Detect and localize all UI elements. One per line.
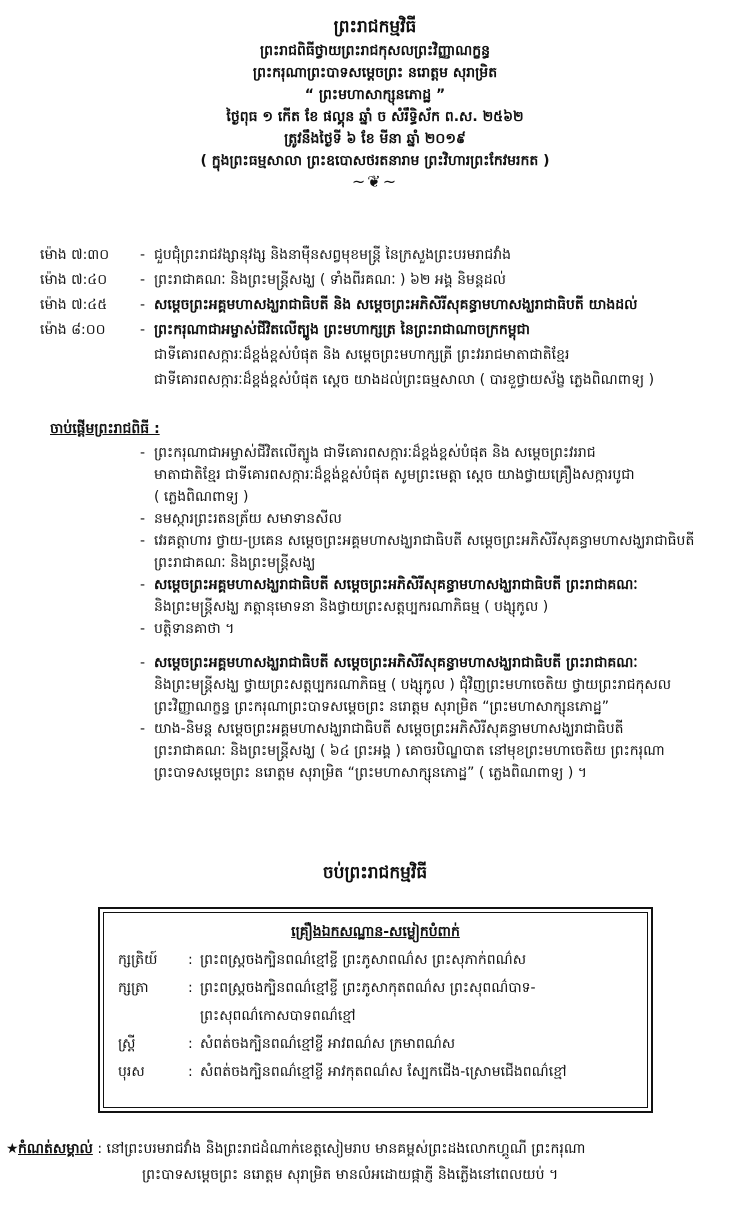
ceremony-line: ព្រះរាជពិធីថ្វាយព្រះរាជកុសលព្រះវិញ្ញាណក្ខន្ធ	[260, 43, 490, 59]
note-text: : នៅព្រះបរមរាជវាំង និងព្រះរាជដំណាក់ខេត្តសៀមរាប មានគម្ពស់ព្រះដងលោកហ្គូណី ព្រះករុណា	[97, 1141, 586, 1157]
dress-code-row: ស្ត្រី : សំពត់ចងក្បិនពណ៌ខ្មៅខ្ចី អាវពណ៌ស ក្រមាពណ៌ស	[118, 1033, 641, 1055]
note-label: កំណត់សម្គាល់	[18, 1141, 93, 1157]
dress-value: សំពត់ចងក្បិនពណ៌ខ្មៅខ្ចី អាវកុតពណ៌ស ស្បែកជើង-ស្រោមជើងពណ៌ខ្មៅ	[200, 1064, 567, 1080]
dress-code-box	[98, 907, 653, 1113]
program-item: - បត្តិទានគាថា ។	[140, 618, 730, 640]
schedule-time: ម៉ោង ៨:០០	[40, 322, 106, 338]
schedule-continuation: ជាទីគោរពសក្ការៈដ៏ខ្ពង់ខ្ពស់បំផុត ស្ដេច យាងដល់ព្រះធម្មសាលា ( បារខួថ្វាយស័ង្ខ ភ្លេងពិណពាទ្យ )	[154, 372, 655, 388]
dress-value: ព្រះសុពណ៌កោសបាទពណ៌ខ្មៅ	[200, 1008, 356, 1024]
schedule-row: ម៉ោង ៨:០០ - ព្រះករុណាជាអម្ចាស់ជីវិតលើត្បូង ព្រះមហាក្សត្រ នៃព្រះរាជាណាចក្រកម្ពុជា	[40, 319, 730, 341]
king-name-line: ព្រះករុណាព្រះបាទសម្ដេចព្រះ នរោត្ដម សុរាម្រិត	[252, 65, 498, 81]
dress-code-title: គ្រឿងឯកសណ្ឋាន-សម្លៀកបំពាក់	[291, 924, 460, 940]
schedule-time: ម៉ោង ៧:៣០	[40, 247, 110, 263]
program-line: ព្រះរាជាគណៈ និងព្រះមន្ត្រីសង្ឃ	[154, 555, 316, 571]
schedule-desc: ជួបជុំព្រះរាជវង្សានុវង្ស និងនាម៉ឺនសព្វមុខមន្ត្រី នៃក្រសួងព្រះបរមរាជវាំង	[154, 247, 512, 263]
program-item: - សម្ដេចព្រះអគ្គមហាសង្ឃរាជាធិបតី សម្ដេចព្រះអភិសិរីសុគន្ធាមហាសង្ឃរាជាធិបតី ព្រះរាជាគណៈ និងព្រះមន្ត្រីសង្ឃ ថ្វាយព្រះសត្តប្បករណាភិធម្ម ( បង្សុកូល ) ជុំវិញព្រះមហាចេតិយ ថ្វាយព្រះរាជកុសល ព្រះវិញ្ញាណក្ខន្ធ ព្រះករុណាព្រះបាទសម្ដេចព្រះ នរោត្ដម សុរាម្រិត “ព្រះមហាសាក្សុនភេាដ្ឋ”	[140, 652, 730, 718]
schedule-desc: ព្រះករុណាជាអម្ចាស់ជីវិតលើត្បូង ព្រះមហាក្សត្រ នៃព្រះរាជាណាចក្រកម្ពុជា	[154, 322, 530, 338]
program-line: យាង-និមន្ត សម្ដេចព្រះអគ្គមហាសង្ឃរាជាធិបតី សម្ដេចព្រះអភិសិរីសុគន្ធាមហាសង្ឃរាជាធិបតី	[154, 721, 624, 737]
program-title: ព្រះរាជកម្មវិធី	[333, 17, 417, 37]
solar-date-line: ត្រូវនឹងថ្ងៃទី ៦ ខែ មីនា ឆ្នាំ ២០១៩	[284, 131, 466, 147]
dress-code-row: ក្សត្រិយ៍ : ព្រះពស្ត្រចងក្បិនពណ៌ខ្មៅខ្ចី ព្រះភូសាពណ៌ស ព្រះសុភាក់ពណ៌ស	[118, 949, 641, 971]
schedule-row: ម៉ោង ៧:៣០ - ជួបជុំព្រះរាជវង្សានុវង្ស និងនាម៉ឺនសព្វមុខមន្ត្រី នៃក្រសួងព្រះបរមរាជវាំង	[40, 244, 730, 266]
dress-value: សំពត់ចងក្បិនពណ៌ខ្មៅខ្ចី អាវពណ៌ស ក្រមាពណ៌ស	[200, 1036, 456, 1052]
posthumous-name-line: “ ព្រះមហាសាក្សុនភេាដ្ឋ ”	[304, 87, 446, 103]
star-icon: ★	[6, 1141, 19, 1157]
section-heading: ចាប់ផ្ដើមព្រះរាជពិធី :	[50, 421, 160, 437]
schedule-row: ម៉ោង ៧:៤០ - ព្រះរាជាគណៈ និងព្រះមន្ត្រីសង្ឃ ( ទាំងពីរគណៈ ) ៦២ អង្គ និមន្តដល់	[40, 269, 730, 291]
program-item: - នមស្ការព្រះរតនត្រ័យ សមាទានសីល	[140, 508, 730, 530]
dress-label: ក្សត្រិយ៍	[118, 952, 158, 968]
dress-label: ក្សត្រា	[118, 980, 149, 996]
dress-value: ព្រះពស្ត្រចងក្បិនពណ៌ខ្មៅខ្ចី ព្រះភូសាពណ៌ស ព្រះសុភាក់ពណ៌ស	[200, 952, 527, 968]
dress-code-row	[118, 1005, 641, 1027]
program-line: និងព្រះមន្ត្រីសង្ឃ ភត្តានុមោទនា និងថ្វាយព្រះសត្តប្បករណាភិធម្ម ( បង្សុកូល )	[154, 599, 549, 615]
dress-label	[118, 1005, 188, 1027]
program-list	[140, 442, 730, 784]
dress-code-row: បុរស : សំពត់ចងក្បិនពណ៌ខ្មៅខ្ចី អាវកុតពណ៌ស ស្បែកជើង-ស្រោមជើងពណ៌ខ្មៅ	[118, 1061, 641, 1083]
dress-code-row: ក្សត្រា : ព្រះពស្ត្រចងក្បិនពណ៌ខ្មៅខ្ចី ព្រះភូសាកុតពណ៌ស ព្រះសុពណ៌បាទ-	[118, 977, 641, 999]
program-line: បត្តិទានគាថា ។	[154, 621, 235, 637]
lunar-date-line: ថ្ងៃពុធ ១ កើត ខែ ផល្គុន ឆ្នាំ ច សំរឹទ្ធិស័ក ព.ស. ២៥៦២	[226, 109, 524, 125]
schedule-continuation: ជាទីគោរពសក្ការៈដ៏ខ្ពង់ខ្ពស់បំផុត និង សម្ដេចព្រះមហាក្សត្រី ព្រះវររាជមាតាជាតិខ្មែរ	[154, 347, 570, 363]
program-end: ចប់ព្រះរាជកម្មវិធី	[322, 863, 428, 883]
schedule-time: ម៉ោង ៧:៤០	[40, 272, 108, 288]
program-item: - ព្រះករុណាជាអម្ចាស់ជីវិតលើត្បូង ជាទីគោរពសក្ការៈដ៏ខ្ពង់ខ្ពស់បំផុត និង សម្ដេចព្រះវររាជ មាតាជាតិខ្មែរ ជាទីគោរពសក្ការៈដ៏ខ្ពង់ខ្ពស់បំផុត សូមព្រះមេត្តា ស្ដេច យាងថ្វាយគ្រឿងសក្ការបូជា ( ភ្លេងពិណពាទ្យ )	[140, 442, 730, 508]
program-line: សម្ដេចព្រះអគ្គមហាសង្ឃរាជាធិបតី សម្ដេចព្រះអភិសិរីសុគន្ធាមហាសង្ឃរាជាធិបតី ព្រះរាជាគណៈ	[154, 655, 638, 671]
program-line: សម្ដេចព្រះអគ្គមហាសង្ឃរាជាធិបតី សម្ដេចព្រះអភិសិរីសុគន្ធាមហាសង្ឃរាជាធិបតី ព្រះរាជាគណៈ	[154, 577, 638, 593]
schedule-desc: ព្រះរាជាគណៈ និងព្រះមន្ត្រីសង្ឃ ( ទាំងពីរគណៈ ) ៦២ អង្គ និមន្តដល់	[154, 272, 507, 288]
dress-value: ព្រះពស្ត្រចងក្បិនពណ៌ខ្មៅខ្ចី ព្រះភូសាកុតពណ៌ស ព្រះសុពណ៌បាទ-	[200, 980, 536, 996]
program-line: មាតាជាតិខ្មែរ ជាទីគោរពសក្ការៈដ៏ខ្ពង់ខ្ពស់បំផុត សូមព្រះមេត្តា ស្ដេច យាងថ្វាយគ្រឿងសក្ការបូជា	[154, 467, 635, 483]
note-text: ព្រះបាទសម្ដេចព្រះ នរោត្ដម សុរាម្រិត មានលំអដោយផ្កាភ្ញី និងភ្លើងនៅពេលយប់ ។	[142, 1167, 559, 1183]
schedule-row: ម៉ោង ៧:៤៥ - សម្ដេចព្រះអគ្គមហាសង្ឃរាជាធិបតី និង សម្ដេចព្រះអភិសិរីសុគន្ធាមហាសង្ឃរាជាធិបតី យាងដល់	[40, 294, 730, 316]
schedule-list	[40, 244, 730, 394]
program-item: - វេរគត្តាហារ ថ្វាយ-ប្រគេន សម្ដេចព្រះអគ្គមហាសង្ឃរាជាធិបតី សម្ដេចព្រះអភិសិរីសុគន្ធាមហាសង្ឃរាជាធិបតី ព្រះរាជាគណៈ និងព្រះមន្ត្រីសង្ឃ	[140, 530, 730, 574]
schedule-desc: សម្ដេចព្រះអគ្គមហាសង្ឃរាជាធិបតី និង សម្ដេចព្រះអភិសិរីសុគន្ធាមហាសង្ឃរាជាធិបតី យាងដល់	[154, 297, 638, 313]
program-line: និងព្រះមន្ត្រីសង្ឃ ថ្វាយព្រះសត្តប្បករណាភិធម្ម ( បង្សុកូល ) ជុំវិញព្រះមហាចេតិយ ថ្វាយព្រះរាជកុសល	[154, 677, 672, 693]
program-line: ព្រះវិញ្ញាណក្ខន្ធ ព្រះករុណាព្រះបាទសម្ដេចព្រះ នរោត្ដម សុរាម្រិត “ព្រះមហាសាក្សុនភេាដ្ឋ”	[154, 699, 609, 715]
program-line: ព្រះករុណាជាអម្ចាស់ជីវិតលើត្បូង ជាទីគោរពសក្ការៈដ៏ខ្ពង់ខ្ពស់បំផុត និង សម្ដេចព្រះវររាជ	[154, 445, 596, 461]
program-item: - យាង-និមន្ត សម្ដេចព្រះអគ្គមហាសង្ឃរាជាធិបតី សម្ដេចព្រះអភិសិរីសុគន្ធាមហាសង្ឃរាជាធិបតី ព្រះរាជាគណៈ និងព្រះមន្ត្រីសង្ឃ ( ៦៤ ព្រះអង្គ ) គោចរបិណ្ឌបាត នៅមុខព្រះមហាចេតិយ ព្រះករុណា ព្រះបាទសម្ដេចព្រះ នរោត្ដម សុរាម្រិត “ព្រះមហាសាក្សុនភេាដ្ឋ” ( ភ្លេងពិណពាទ្យ ) ។	[140, 718, 730, 784]
program-line: វេរគត្តាហារ ថ្វាយ-ប្រគេន សម្ដេចព្រះអគ្គមហាសង្ឃរាជាធិបតី សម្ដេចព្រះអភិសិរីសុគន្ធាមហាសង្ឃរាជាធិបតី	[154, 533, 695, 549]
document-header	[0, 14, 750, 192]
program-line: នមស្ការព្រះរតនត្រ័យ សមាទានសីល	[154, 511, 342, 527]
dress-label: ស្ត្រី	[118, 1036, 136, 1052]
divider-ornament: ~❦~	[351, 172, 399, 191]
program-line: ព្រះបាទសម្ដេចព្រះ នរោត្ដម សុរាម្រិត “ព្រះមហាសាក្សុនភេាដ្ឋ” ( ភ្លេងពិណពាទ្យ ) ។	[154, 765, 587, 781]
program-item: - សម្ដេចព្រះអគ្គមហាសង្ឃរាជាធិបតី សម្ដេចព្រះអភិសិរីសុគន្ធាមហាសង្ឃរាជាធិបតី ព្រះរាជាគណៈ និងព្រះមន្ត្រីសង្ឃ ភត្តានុមោទនា និងថ្វាយព្រះសត្តប្បករណាភិធម្ម ( បង្សុកូល )	[140, 574, 730, 618]
program-line: ( ភ្លេងពិណពាទ្យ )	[154, 489, 249, 505]
footnote	[6, 1136, 736, 1188]
dress-label: បុរស	[118, 1064, 145, 1080]
venue-line: ( ក្នុងព្រះធម្មសាលា ព្រះឧបោសថរតនារាម ព្រះវិហារព្រះកែវមរកត )	[200, 153, 550, 169]
schedule-time: ម៉ោង ៧:៤៥	[40, 297, 108, 313]
program-line: ព្រះរាជាគណៈ និងព្រះមន្ត្រីសង្ឃ ( ៦៤ ព្រះអង្គ ) គោចរបិណ្ឌបាត នៅមុខព្រះមហាចេតិយ ព្រះករុណា	[154, 743, 665, 759]
